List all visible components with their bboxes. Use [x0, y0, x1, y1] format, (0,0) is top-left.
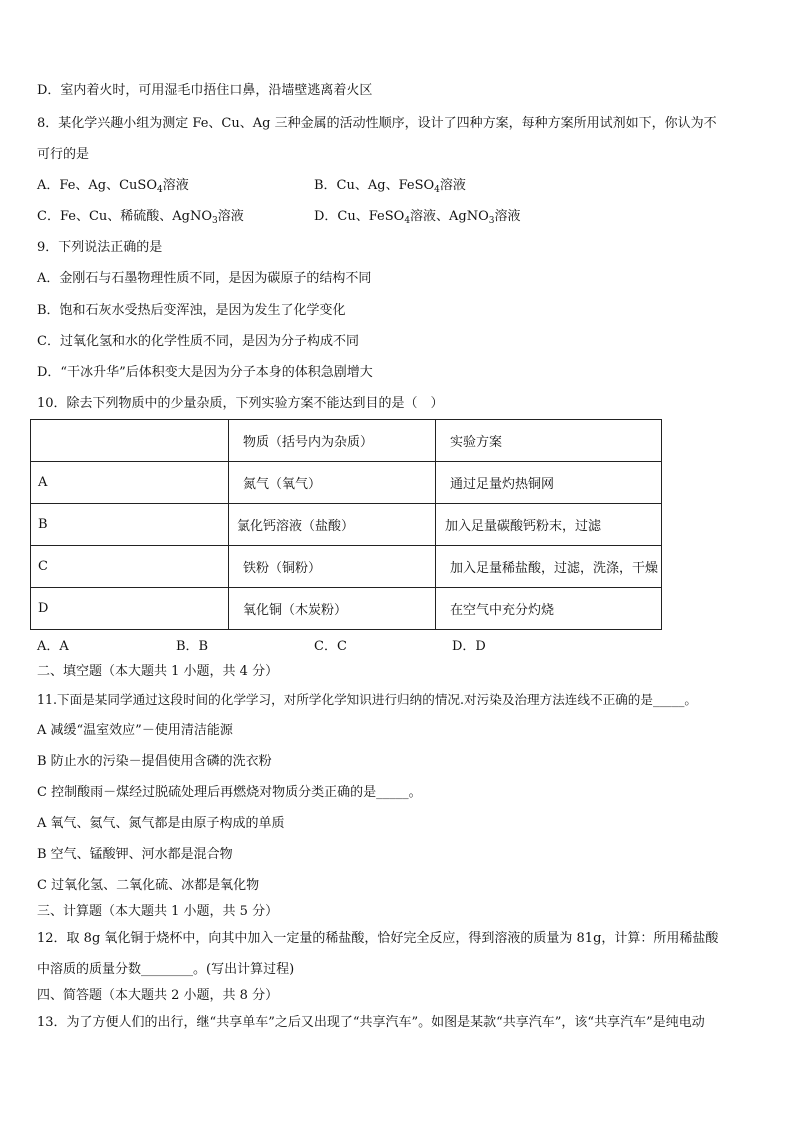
question-8-option-c: C．Fe、Cu、稀硫酸、AgNO$_3$溶液 [37, 209, 244, 226]
question-8-stem-continued: 可行的是 [37, 147, 90, 162]
table-row [31, 462, 662, 504]
question-10-stem: 10．除去下列物质中的少量杂质，下列实验方案不能达到目的是（ ） [37, 396, 444, 411]
table-cell: D [31, 588, 229, 630]
table-cell: A [31, 462, 229, 504]
question-12-stem: 12．取 8g 氧化铜于烧杯中，向其中加入一定量的稀盐酸，恰好完全反应，得到溶液的质量为 81g，计算：所用稀盐酸 [37, 931, 719, 946]
question-8-option-b: B．Cu、Ag、FeSO$_4$溶液 [314, 178, 466, 195]
question-9-stem: 9．下列说法正确的是 [37, 240, 163, 255]
table-cell: 氮气（氧气） [229, 462, 436, 504]
question-8-option-a: A．Fe、Ag、CuSO$_4$溶液 [37, 178, 189, 195]
question-10-option-b: B．B [176, 639, 209, 654]
section-2-heading: 二、填空题（本大题共 1 小题，共 4 分） [37, 664, 279, 679]
table-row [31, 546, 662, 588]
table-cell: C [31, 546, 229, 588]
question-11-item-d: A 氧气、氦气、氮气都是由原子构成的单质 [37, 816, 285, 831]
question-13-stem: 13．为了方便人们的出行，继“共享单车”之后又出现了“共享汽车”。如图是某款“共享汽车”，该“共享汽车”是纯电动 [37, 1015, 705, 1030]
table-header-cell: 实验方案 [436, 420, 662, 462]
table-header-cell [31, 420, 229, 462]
table-cell: 加入足量碳酸钙粉末，过滤 [436, 504, 662, 546]
table-cell: 铁粉（铜粉） [229, 546, 436, 588]
table-cell: 氧化铜（木炭粉） [229, 588, 436, 630]
table-cell: 在空气中充分灼烧 [436, 588, 662, 630]
question-9-option-d: D．“干冰升华”后体积变大是因为分子本身的体积急剧增大 [37, 365, 373, 380]
section-4-heading: 四、简答题（本大题共 2 小题，共 8 分） [37, 988, 279, 1003]
table-row [31, 504, 662, 546]
question-10-table [30, 419, 662, 630]
question-9-option-b: B．饱和石灰水受热后变浑浊，是因为发生了化学变化 [37, 303, 346, 318]
question-9-option-a: A．金刚石与石墨物理性质不同，是因为碳原子的结构不同 [37, 271, 372, 286]
question-11-item-c: C 控制酸雨－煤经过脱硫处理后再燃烧对物质分类正确的是_____。 [37, 785, 422, 800]
table-row [31, 588, 662, 630]
table-cell: 通过足量灼热铜网 [436, 462, 662, 504]
table-cell: 加入足量稀盐酸，过滤，洗涤，干燥 [436, 546, 662, 588]
question-9-option-c: C．过氧化氢和水的化学性质不同，是因为分子构成不同 [37, 334, 359, 349]
question-12-stem-continued: 中溶质的质量分数________。(写出计算过程) [37, 962, 295, 977]
question-11-item-b: B 防止水的污染－提倡使用含磷的洗衣粉 [37, 754, 272, 769]
table-header-row [31, 420, 662, 462]
question-10-option-c: C．C [314, 639, 347, 654]
question-11-item-a: A 减缓“温室效应”－使用清洁能源 [37, 723, 233, 738]
question-11-item-e: B 空气、锰酸钾、河水都是混合物 [37, 847, 233, 862]
question-11-stem: 11.下面是某同学通过这段时间的化学学习，对所学化学知识进行归纳的情况.对污染及治理方法连线不正确的是_____。 [37, 692, 698, 707]
question-11-item-f: C 过氧化氢、二氧化硫、冰都是氧化物 [37, 878, 260, 893]
question-7-option-d: D．室内着火时，可用湿毛巾捂住口鼻，沿墙壁逃离着火区 [37, 83, 373, 98]
table-cell: 氯化钙溶液（盐酸） [229, 504, 436, 546]
question-8-option-d: D．Cu、FeSO$_4$溶液、AgNO$_3$溶液 [314, 209, 521, 226]
question-10-option-a: A．A [37, 639, 69, 654]
question-10-option-d: D．D [452, 639, 486, 654]
table-header-cell: 物质（括号内为杂质） [229, 420, 436, 462]
table-cell: B [31, 504, 229, 546]
question-8-stem: 8．某化学兴趣小组为测定 Fe、Cu、Ag 三种金属的活动性顺序，设计了四种方案，每种方案所用试剂如下，你认为不 [37, 116, 717, 131]
section-3-heading: 三、计算题（本大题共 1 小题，共 5 分） [37, 904, 279, 919]
